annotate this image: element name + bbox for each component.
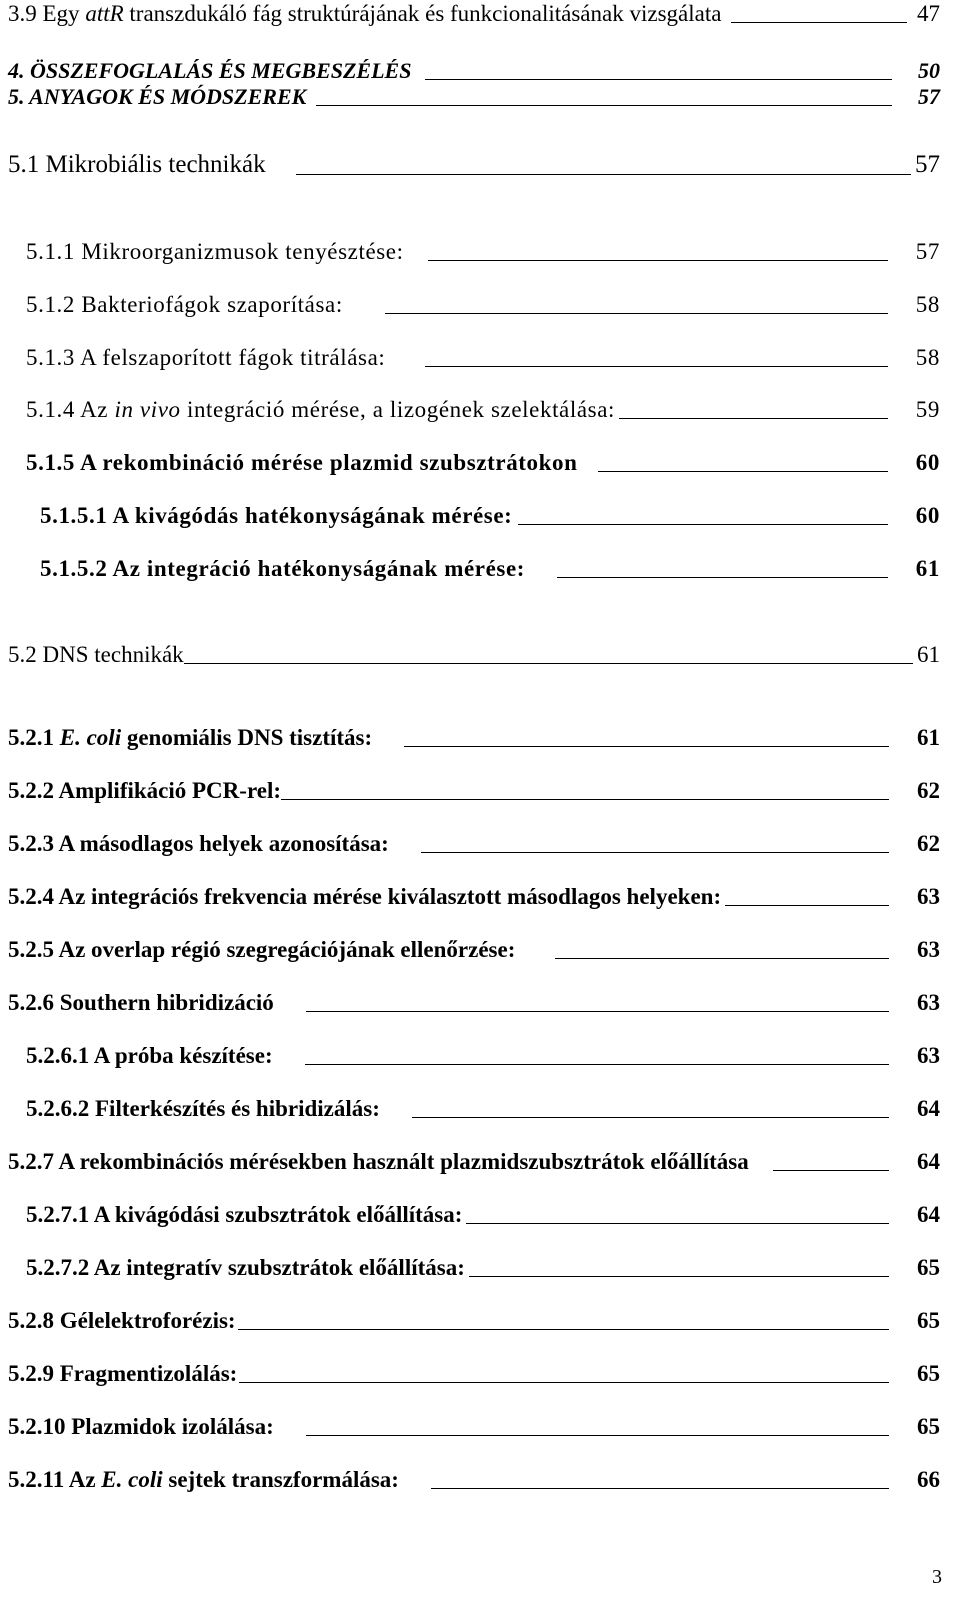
toc-leader bbox=[316, 105, 892, 106]
toc-page-number: 65 bbox=[917, 1361, 940, 1386]
toc-entry[interactable] bbox=[26, 1203, 940, 1226]
toc-entry-title: 5.2.2 Amplifikáció PCR-rel: bbox=[8, 778, 281, 803]
toc-entry-title: 5.2.4 Az integrációs frekvencia mérése kiválasztott másodlagos helyeken: bbox=[8, 884, 722, 909]
toc-entry-title: 5.2.11 Az E. coli sejtek transzformálása: bbox=[8, 1467, 399, 1492]
toc-entry-title: 5.1.5 A rekombináció mérése plazmid szubsztrátokon bbox=[26, 450, 578, 475]
toc-entry[interactable] bbox=[8, 885, 940, 908]
toc-leader bbox=[306, 1435, 889, 1436]
toc-entry-title: 5.1.1 Mikroorganizmusok tenyésztése: bbox=[26, 239, 404, 264]
toc-entry-title: 5.2.6.1 A próba készítése: bbox=[26, 1043, 273, 1068]
toc-entry-title: 5.1.4 Az in vivo integráció mérése, a lizogének szelektálása: bbox=[26, 397, 616, 422]
toc-leader bbox=[404, 746, 889, 747]
toc-leader bbox=[731, 22, 907, 23]
toc-entry[interactable] bbox=[8, 1309, 940, 1332]
toc-page-number: 65 bbox=[917, 1414, 940, 1439]
toc-leader bbox=[184, 663, 913, 664]
toc-entry[interactable] bbox=[40, 557, 940, 580]
toc-leader bbox=[296, 174, 911, 175]
toc-entry-title: 5.2.5 Az overlap régió szegregációjának ellenőrzése: bbox=[8, 937, 516, 962]
toc-page-number: 61 bbox=[917, 725, 940, 750]
toc-page-number: 57 bbox=[918, 84, 940, 109]
toc-entry[interactable] bbox=[8, 86, 940, 108]
toc-page-number: 50 bbox=[918, 58, 940, 83]
toc-page-number: 63 bbox=[917, 884, 940, 909]
toc-page-number: 64 bbox=[917, 1202, 940, 1227]
toc-page-number: 58 bbox=[915, 292, 940, 317]
toc-entry-title: 5.2.7.2 Az integratív szubsztrátok előállítása: bbox=[26, 1255, 465, 1280]
toc-leader bbox=[421, 852, 889, 853]
toc-entry-title: 5.1.3 A felszaporított fágok titrálása: bbox=[26, 345, 386, 370]
toc-leader bbox=[773, 1170, 889, 1171]
toc-page-number: 66 bbox=[917, 1467, 940, 1492]
toc-leader bbox=[281, 799, 889, 800]
toc-page-number: 60 bbox=[915, 503, 940, 528]
toc-entry-title: 5.2.6 Southern hibridizáció bbox=[8, 990, 274, 1015]
toc-entry-title: 5.2.7 A rekombinációs mérésekben használt plazmidszubsztrátok előállítása bbox=[8, 1149, 749, 1174]
toc-entry-title: 5.1.5.1 A kivágódás hatékonyságának mérése: bbox=[40, 503, 513, 528]
toc-leader bbox=[412, 1117, 889, 1118]
page-number: 3 bbox=[932, 1566, 942, 1588]
toc-leader bbox=[619, 418, 888, 419]
toc-entry[interactable] bbox=[8, 152, 940, 177]
toc-page-number: 62 bbox=[917, 831, 940, 856]
toc-page-number: 65 bbox=[917, 1255, 940, 1280]
toc-leader bbox=[725, 905, 889, 906]
toc-page-number: 47 bbox=[917, 1, 940, 26]
toc-entry[interactable] bbox=[40, 504, 940, 527]
toc-entry[interactable] bbox=[8, 779, 940, 802]
toc-entry-title: 3.9 Egy attR transzdukáló fág struktúrájának és funkcionalitásának vizsgálata bbox=[8, 1, 722, 26]
toc-page-number: 65 bbox=[917, 1308, 940, 1333]
toc-page-number: 59 bbox=[915, 397, 940, 422]
toc-leader bbox=[425, 79, 892, 80]
toc-leader bbox=[305, 1064, 889, 1065]
toc-entry-title: 5.1.5.2 Az integráció hatékonyságának mérése: bbox=[40, 556, 526, 581]
toc-leader bbox=[425, 366, 887, 367]
toc-page-number: 64 bbox=[917, 1149, 940, 1174]
toc-page-number: 62 bbox=[917, 778, 940, 803]
toc-leader bbox=[557, 577, 888, 578]
toc-leader bbox=[466, 1223, 889, 1224]
toc-entry[interactable] bbox=[26, 1097, 940, 1120]
toc-entry[interactable] bbox=[8, 1468, 940, 1491]
toc-entry[interactable] bbox=[8, 2, 940, 25]
toc-page-number: 64 bbox=[917, 1096, 940, 1121]
toc-leader bbox=[238, 1329, 889, 1330]
toc-page-number: 61 bbox=[917, 642, 940, 667]
toc-leader bbox=[306, 1011, 889, 1012]
toc-leader bbox=[469, 1276, 889, 1277]
toc-entry[interactable] bbox=[8, 991, 940, 1014]
toc-entry-title: 5.1 Mikrobiális technikák bbox=[8, 151, 266, 178]
toc-leader bbox=[555, 958, 889, 959]
toc-leader bbox=[239, 1382, 889, 1383]
toc-page-number: 58 bbox=[915, 345, 940, 370]
toc-entry-title: 5.2.9 Fragmentizolálás: bbox=[8, 1361, 238, 1386]
toc-page-number: 63 bbox=[917, 990, 940, 1015]
toc-entry-title: 5. ANYAGOK ÉS MÓDSZEREK bbox=[8, 84, 307, 109]
toc-entry-title: 4. ÖSSZEFOGLALÁS ÉS MEGBESZÉLÉS bbox=[8, 58, 412, 83]
toc-entry[interactable] bbox=[26, 240, 940, 263]
toc-entry-title: 5.2.3 A másodlagos helyek azonosítása: bbox=[8, 831, 389, 856]
toc-entry-title: 5.2.8 Gélelektroforézis: bbox=[8, 1308, 236, 1333]
toc-entry-title: 5.2.7.1 A kivágódási szubsztrátok előállítása: bbox=[26, 1202, 463, 1227]
toc-page-number: 57 bbox=[915, 239, 940, 264]
toc-entry[interactable] bbox=[8, 1362, 940, 1385]
toc-entry-title: 5.2 DNS technikák bbox=[8, 642, 184, 667]
toc-leader bbox=[428, 260, 888, 261]
toc-entry[interactable] bbox=[26, 1256, 940, 1279]
toc-entry[interactable] bbox=[8, 1415, 940, 1438]
toc-entry-title: 5.1.2 Bakteriofágok szaporítása: bbox=[26, 292, 343, 317]
toc-entry-title: 5.2.1 E. coli genomiális DNS tisztítás: bbox=[8, 725, 373, 750]
toc-entry[interactable] bbox=[26, 346, 940, 369]
toc-entry[interactable] bbox=[26, 1044, 940, 1067]
toc-page-number: 63 bbox=[917, 937, 940, 962]
toc-entry[interactable] bbox=[26, 398, 940, 421]
toc-entry-title: 5.2.10 Plazmidok izolálása: bbox=[8, 1414, 274, 1439]
toc-entry[interactable] bbox=[8, 1150, 940, 1173]
toc-page-number: 60 bbox=[915, 450, 940, 475]
toc-entry[interactable] bbox=[8, 60, 940, 82]
toc-page-number: 61 bbox=[915, 556, 940, 581]
toc-leader bbox=[518, 524, 887, 525]
toc-page-number: 57 bbox=[915, 151, 940, 178]
toc-entry[interactable] bbox=[8, 832, 940, 855]
toc-leader bbox=[385, 313, 888, 314]
toc-entry[interactable] bbox=[8, 938, 940, 961]
toc-entry[interactable] bbox=[26, 451, 940, 474]
toc-entry[interactable] bbox=[8, 643, 940, 666]
toc-page-number: 63 bbox=[917, 1043, 940, 1068]
toc-entry[interactable] bbox=[8, 726, 940, 749]
toc-entry[interactable] bbox=[26, 293, 940, 316]
toc-entry-title: 5.2.6.2 Filterkészítés és hibridizálás: bbox=[26, 1096, 380, 1121]
toc-leader bbox=[431, 1488, 889, 1489]
toc-leader bbox=[598, 471, 888, 472]
